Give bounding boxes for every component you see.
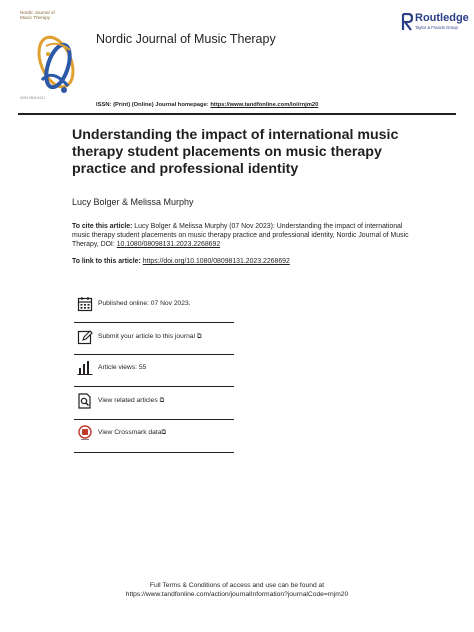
routledge-r-icon: [401, 13, 413, 31]
submit-article-label: Submit your article to this journal: [98, 333, 196, 340]
related-articles-label: View related articles: [98, 397, 158, 404]
journal-homepage-link[interactable]: https://www.tandfonline.com/loi/rnjm20: [210, 102, 319, 108]
publisher-name: Routledge: [415, 12, 469, 24]
article-link-line: [72, 258, 290, 265]
external-link-icon: ⧉: [161, 429, 167, 436]
issn-homepage-line: [96, 102, 318, 108]
external-link-icon: ⧉: [196, 333, 202, 340]
publisher-subtitle: Taylor & Francis Group: [415, 25, 458, 30]
issn-label: ISSN: (Print) (Online) Journal homepage:: [96, 102, 211, 108]
cover-title-line1: Nordic Journal of: [20, 10, 55, 15]
crossmark-link[interactable]: [98, 429, 166, 437]
published-online-row: [74, 292, 234, 320]
terms-notice: Full Terms & Conditions of access and use can be found at: [149, 582, 325, 589]
article-title: Understanding the impact of international music therapy student placements on music therapy practice and professional identity: [72, 127, 399, 177]
calendar-icon: [77, 296, 93, 312]
article-views-text: Article views: 55: [98, 364, 147, 371]
cover-title-line2: Music Therapy: [20, 15, 51, 21]
crossmark-label: View Crossmark data: [98, 429, 162, 436]
meta-divider: [74, 452, 234, 453]
article-doi-url-link[interactable]: https://doi.org/10.1080/08098131.2023.2268692: [142, 258, 290, 265]
citation-block: [72, 223, 412, 249]
citation-label: To cite this article:: [72, 223, 133, 230]
header-divider: [18, 113, 456, 115]
link-label: To link to this article:: [72, 258, 143, 265]
related-articles-row[interactable]: [74, 389, 234, 417]
submit-article-row[interactable]: [74, 325, 234, 353]
edit-document-icon: [77, 329, 93, 345]
routledge-logo[interactable]: [401, 12, 469, 34]
citation-doi-link[interactable]: 10.1080/08098131.2023.2268692: [116, 240, 221, 248]
cover-issn: ISSN 0809-8131: [20, 96, 46, 100]
citation-text: Lucy Bolger & Melissa Murphy (07 Nov 2023): Understanding the impact of international music therapy student placements on music therapy practice and professional identity, Nordic Journal of Music Therapy, DOI:: [72, 223, 409, 248]
journal-title[interactable]: Nordic Journal of Music Therapy: [96, 32, 276, 46]
search-document-icon: [77, 393, 93, 409]
submit-article-link[interactable]: [98, 333, 202, 341]
meta-divider: [74, 419, 234, 420]
bar-chart-icon: [77, 360, 93, 376]
meta-divider: [74, 354, 234, 355]
external-link-icon: ⧉: [159, 397, 165, 404]
meta-divider: [74, 322, 234, 323]
crossmark-icon: [77, 425, 93, 441]
article-views-row: [74, 356, 234, 384]
related-articles-link[interactable]: [98, 397, 164, 405]
journal-cover-thumbnail: [18, 10, 88, 104]
cover-artwork-icon: [18, 10, 88, 104]
published-online-text: Published online: 07 Nov 2023.: [98, 300, 191, 307]
terms-url-link[interactable]: https://www.tandfonline.com/action/journalInformation?journalCode=rnjm20: [125, 591, 349, 598]
meta-divider: [74, 386, 234, 387]
crossmark-row[interactable]: [74, 421, 234, 449]
article-authors: Lucy Bolger & Melissa Murphy: [72, 197, 194, 207]
